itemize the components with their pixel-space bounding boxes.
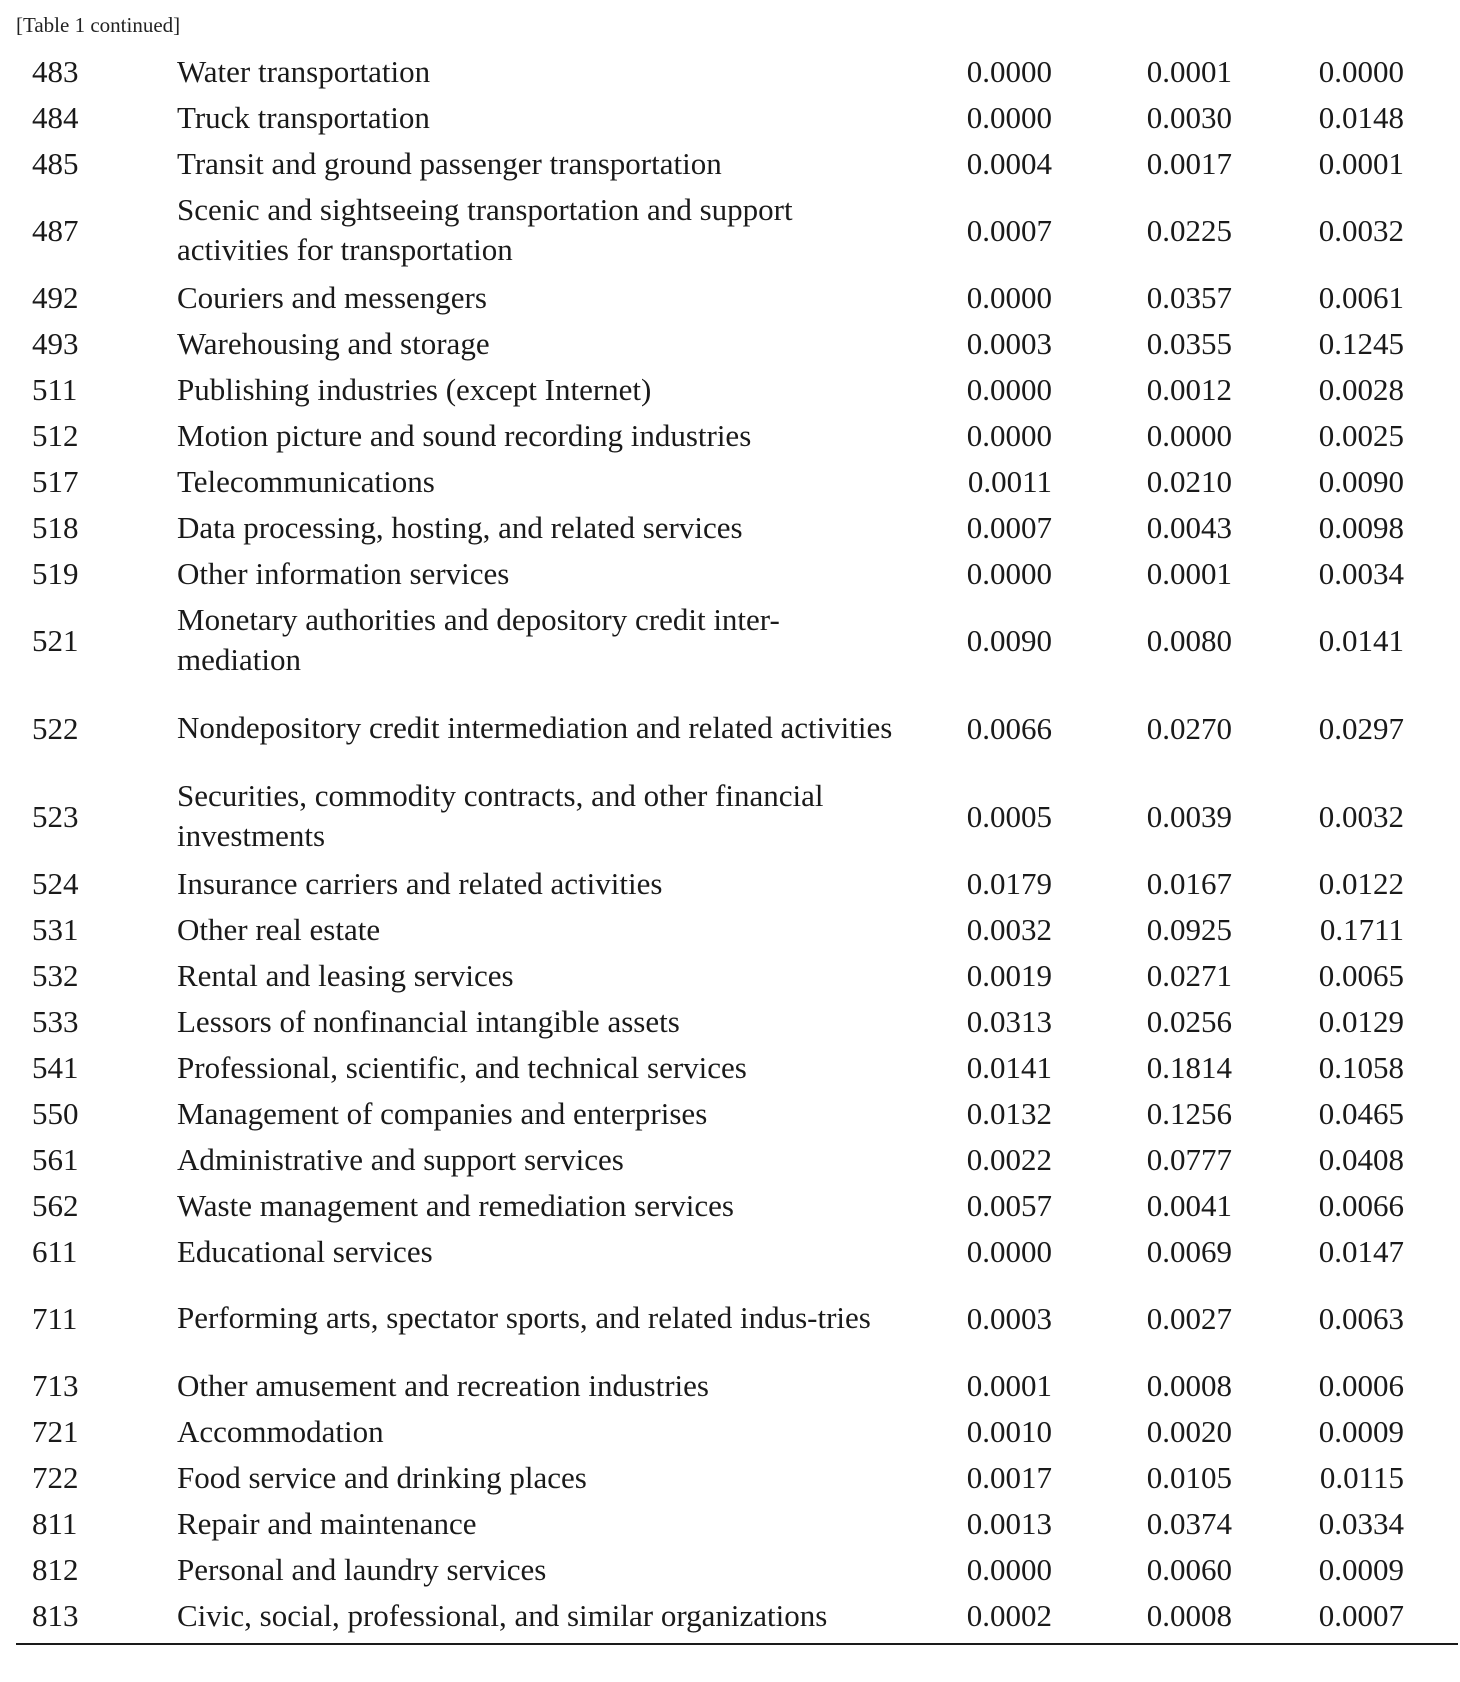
value-col-3: 0.0334 — [1318, 1505, 1404, 1541]
value-col-2: 0.0001 — [1146, 53, 1232, 89]
industry-description: Food service and drinking places — [177, 1459, 587, 1495]
industry-description: Truck transportation — [177, 99, 430, 135]
value-col-2: 0.0001 — [1146, 555, 1232, 591]
table-row — [16, 504, 1458, 550]
industry-description: Couriers and messengers — [177, 279, 487, 315]
value-col-2: 0.0020 — [1146, 1413, 1232, 1449]
value-col-2: 0.0060 — [1146, 1551, 1232, 1587]
industry-code: 812 — [32, 1551, 79, 1587]
industry-code: 532 — [32, 957, 79, 993]
industry-description: Scenic and sightseeing transportation and support activities for transportation — [177, 192, 793, 267]
value-col-3: 0.1058 — [1318, 1049, 1404, 1085]
industry-code: 492 — [32, 279, 79, 315]
industry-code: 711 — [32, 1300, 78, 1336]
value-col-1: 0.0019 — [966, 957, 1052, 993]
value-col-2: 0.0027 — [1146, 1300, 1232, 1336]
industry-description: Securities, commodity contracts, and other financial investments — [177, 778, 824, 853]
industry-code: 611 — [32, 1233, 78, 1269]
industry-code: 550 — [32, 1095, 79, 1131]
value-col-3: 0.0061 — [1318, 279, 1404, 315]
value-col-1: 0.0000 — [966, 555, 1052, 591]
value-col-1: 0.0179 — [966, 865, 1052, 901]
table-row — [16, 1136, 1458, 1182]
value-col-1: 0.0000 — [966, 1233, 1052, 1269]
value-col-1: 0.0032 — [966, 911, 1052, 947]
value-col-2: 0.0012 — [1146, 371, 1232, 407]
industry-code: 811 — [32, 1505, 78, 1541]
value-col-1: 0.0007 — [966, 509, 1052, 545]
table-row — [16, 860, 1458, 906]
value-col-3: 0.0006 — [1318, 1367, 1404, 1403]
industry-description: Rental and leasing services — [177, 957, 514, 993]
industry-description: Motion picture and sound recording industries — [177, 417, 752, 453]
value-col-2: 0.0080 — [1146, 622, 1232, 658]
value-col-1: 0.0005 — [966, 798, 1052, 834]
table-bottom-rule — [16, 1643, 1458, 1645]
value-col-3: 0.0297 — [1318, 710, 1404, 746]
industry-code: 721 — [32, 1413, 79, 1449]
industry-code: 512 — [32, 417, 79, 453]
industry-description: Civic, social, professional, and similar organizations — [177, 1597, 828, 1633]
industry-description: Accommodation — [177, 1413, 384, 1449]
value-col-1: 0.0000 — [966, 53, 1052, 89]
value-col-2: 0.0105 — [1146, 1459, 1232, 1495]
industry-code: 561 — [32, 1141, 79, 1177]
industry-description: Warehousing and storage — [177, 325, 490, 361]
industry-description: Lessors of nonfinancial intangible assets — [177, 1003, 680, 1039]
value-col-3: 0.1245 — [1318, 325, 1404, 361]
table-continued-label: [Table 1 continued] — [16, 13, 181, 37]
value-col-2: 0.0270 — [1146, 710, 1232, 746]
value-col-1: 0.0001 — [966, 1367, 1052, 1403]
industry-code: 722 — [32, 1459, 79, 1495]
value-col-2: 0.0039 — [1146, 798, 1232, 834]
value-col-2: 0.0225 — [1146, 212, 1232, 248]
industry-code: 517 — [32, 463, 79, 499]
table-row — [16, 1362, 1458, 1408]
value-col-2: 0.0210 — [1146, 463, 1232, 499]
value-col-2: 0.1814 — [1146, 1049, 1232, 1085]
industry-description: Nondepository credit intermediation and related activities — [177, 710, 893, 745]
table-row — [16, 1182, 1458, 1228]
industry-description: Other real estate — [177, 911, 381, 947]
table-row — [16, 1454, 1458, 1500]
value-col-1: 0.0000 — [966, 371, 1052, 407]
table-row — [16, 94, 1458, 140]
industry-description: Publishing industries (except Internet) — [177, 371, 652, 407]
industry-code: 484 — [32, 99, 79, 135]
industry-description: Water transportation — [177, 53, 431, 89]
value-col-2: 0.0069 — [1146, 1233, 1232, 1269]
value-col-1: 0.0000 — [966, 417, 1052, 453]
industry-description: Telecommunications — [177, 463, 435, 499]
industry-code: 522 — [32, 710, 79, 746]
table-row — [16, 458, 1458, 504]
value-col-3: 0.0028 — [1318, 371, 1404, 407]
value-col-3: 0.0090 — [1318, 463, 1404, 499]
value-col-3: 0.0007 — [1318, 1597, 1404, 1633]
industry-code: 483 — [32, 53, 79, 89]
value-col-3: 0.0032 — [1318, 212, 1404, 248]
industry-code: 533 — [32, 1003, 79, 1039]
value-col-3: 0.0115 — [1319, 1459, 1404, 1495]
value-col-1: 0.0003 — [966, 1300, 1052, 1336]
table-row — [16, 320, 1458, 366]
value-col-3: 0.0408 — [1318, 1141, 1404, 1177]
table-row — [16, 366, 1458, 412]
industry-code: 531 — [32, 911, 79, 947]
table-row — [16, 596, 1458, 684]
industry-description: Monetary authorities and depository credit inter-mediation — [177, 602, 780, 677]
table-row — [16, 274, 1458, 320]
industry-code: 487 — [32, 212, 79, 248]
table-row — [16, 412, 1458, 458]
industry-code: 541 — [32, 1049, 79, 1085]
value-col-1: 0.0022 — [966, 1141, 1052, 1177]
value-col-2: 0.0008 — [1146, 1367, 1232, 1403]
value-col-2: 0.0043 — [1146, 509, 1232, 545]
value-col-2: 0.0355 — [1146, 325, 1232, 361]
industry-description: Other information services — [177, 555, 510, 591]
table-row — [16, 1044, 1458, 1090]
industry-code: 519 — [32, 555, 79, 591]
value-col-3: 0.0098 — [1318, 509, 1404, 545]
value-col-3: 0.0009 — [1318, 1413, 1404, 1449]
value-col-3: 0.0034 — [1318, 555, 1404, 591]
value-col-3: 0.0465 — [1318, 1095, 1404, 1131]
value-col-1: 0.0000 — [966, 1551, 1052, 1587]
value-col-3: 0.0001 — [1318, 145, 1404, 181]
table-row — [16, 1500, 1458, 1546]
industry-code: 518 — [32, 509, 79, 545]
table-row — [16, 906, 1458, 952]
table-row — [16, 1408, 1458, 1454]
value-col-1: 0.0002 — [966, 1597, 1052, 1633]
value-col-1: 0.0004 — [966, 145, 1052, 181]
value-col-3: 0.0148 — [1318, 99, 1404, 135]
value-col-3: 0.0147 — [1318, 1233, 1404, 1269]
industry-code: 485 — [32, 145, 79, 181]
data-table — [16, 48, 1458, 1638]
value-col-2: 0.0041 — [1146, 1187, 1232, 1223]
table-row — [16, 186, 1458, 274]
table-row — [16, 684, 1458, 772]
industry-code: 713 — [32, 1367, 79, 1403]
value-col-1: 0.0000 — [966, 279, 1052, 315]
table-row — [16, 1274, 1458, 1362]
value-col-1: 0.0141 — [966, 1049, 1052, 1085]
industry-description: Educational services — [177, 1233, 433, 1269]
industry-description: Performing arts, spectator sports, and related indus-tries — [177, 1300, 871, 1335]
value-col-1: 0.0017 — [966, 1459, 1052, 1495]
value-col-2: 0.0000 — [1146, 417, 1232, 453]
industry-description: Repair and maintenance — [177, 1505, 477, 1541]
value-col-3: 0.0009 — [1318, 1551, 1404, 1587]
industry-code: 813 — [32, 1597, 79, 1633]
value-col-1: 0.0066 — [966, 710, 1052, 746]
value-col-3: 0.0066 — [1318, 1187, 1404, 1223]
industry-code: 493 — [32, 325, 79, 361]
value-col-1: 0.0132 — [966, 1095, 1052, 1131]
industry-description: Insurance carriers and related activities — [177, 865, 663, 901]
value-col-1: 0.0011 — [967, 463, 1052, 499]
table-row — [16, 48, 1458, 94]
value-col-1: 0.0007 — [966, 212, 1052, 248]
table-row — [16, 952, 1458, 998]
table-row — [16, 772, 1458, 860]
value-col-2: 0.0271 — [1146, 957, 1232, 993]
value-col-3: 0.0000 — [1318, 53, 1404, 89]
value-col-3: 0.0065 — [1318, 957, 1404, 993]
value-col-3: 0.0025 — [1318, 417, 1404, 453]
table-row — [16, 998, 1458, 1044]
industry-description: Personal and laundry services — [177, 1551, 547, 1587]
table-row — [16, 140, 1458, 186]
industry-description: Data processing, hosting, and related services — [177, 509, 743, 545]
industry-code: 562 — [32, 1187, 79, 1223]
value-col-1: 0.0057 — [966, 1187, 1052, 1223]
value-col-3: 0.0129 — [1318, 1003, 1404, 1039]
value-col-2: 0.0017 — [1146, 145, 1232, 181]
table-row — [16, 550, 1458, 596]
value-col-1: 0.0000 — [966, 99, 1052, 135]
table-row — [16, 1090, 1458, 1136]
value-col-2: 0.0256 — [1146, 1003, 1232, 1039]
industry-code: 511 — [32, 371, 78, 407]
value-col-2: 0.0777 — [1146, 1141, 1232, 1177]
value-col-2: 0.0357 — [1146, 279, 1232, 315]
value-col-2: 0.1256 — [1146, 1095, 1232, 1131]
table-row — [16, 1546, 1458, 1592]
value-col-3: 0.1711 — [1319, 911, 1404, 947]
table-row — [16, 1228, 1458, 1274]
industry-description: Transit and ground passenger transportation — [177, 145, 722, 181]
industry-description: Management of companies and enterprises — [177, 1095, 708, 1131]
value-col-2: 0.0167 — [1146, 865, 1232, 901]
value-col-2: 0.0008 — [1146, 1597, 1232, 1633]
industry-code: 521 — [32, 622, 79, 658]
industry-code: 523 — [32, 798, 79, 834]
value-col-1: 0.0313 — [966, 1003, 1052, 1039]
value-col-2: 0.0030 — [1146, 99, 1232, 135]
value-col-1: 0.0010 — [966, 1413, 1052, 1449]
value-col-3: 0.0032 — [1318, 798, 1404, 834]
value-col-2: 0.0925 — [1146, 911, 1232, 947]
industry-description: Waste management and remediation services — [177, 1187, 735, 1223]
industry-description: Other amusement and recreation industries — [177, 1367, 709, 1403]
value-col-1: 0.0013 — [966, 1505, 1052, 1541]
value-col-1: 0.0003 — [966, 325, 1052, 361]
value-col-3: 0.0141 — [1318, 622, 1404, 658]
industry-description: Professional, scientific, and technical services — [177, 1049, 747, 1085]
value-col-2: 0.0374 — [1146, 1505, 1232, 1541]
value-col-1: 0.0090 — [966, 622, 1052, 658]
industry-description: Administrative and support services — [177, 1141, 624, 1177]
value-col-3: 0.0122 — [1318, 865, 1404, 901]
value-col-3: 0.0063 — [1318, 1300, 1404, 1336]
industry-code: 524 — [32, 865, 79, 901]
table-row — [16, 1592, 1458, 1638]
